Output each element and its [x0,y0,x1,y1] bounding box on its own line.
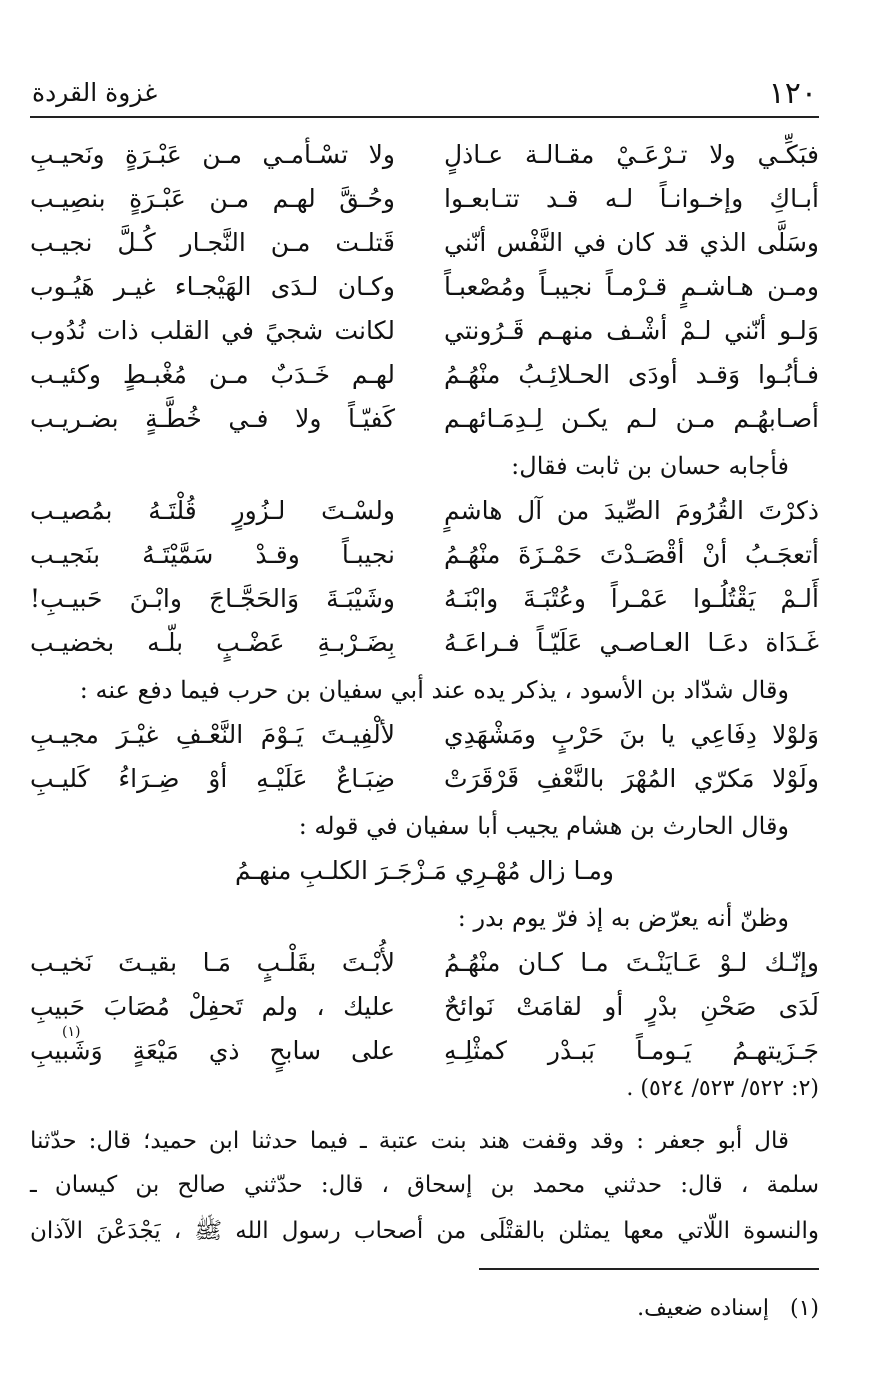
verse-first-hemistich: ومـن هـاشـمٍ قـرْمـاً نجيبـاً ومُصْعبـاً [444,272,819,301]
verse-second-hemistich: عليك ، ولم تَحفِلْ مُصَابَ حَبيبِ [30,992,395,1021]
verse-first-hemistich: وَلـو أنّني لـمْ أشْـف منهـم قَـرُونتي [444,316,819,345]
verse-line [30,1036,819,1074]
verse-line [30,628,819,666]
verse-first-hemistich: أَلـمْ يَقْتُلُـوا عَمْـراً وعُتْبَـةَ وابْنَـهُ [444,584,819,613]
running-title: غزوة القردة [32,78,158,107]
verse-second-hemistich: لأُبْـتَ بقَلْـبٍ مَـا بقيـتَ نَخيـب [30,948,395,977]
verse-line [30,316,819,354]
verse-second-hemistich: ولا تسْـأمـي مـن عَبْـرَةٍ ونَحيـبِ [30,140,395,169]
verse-first-hemistich: أتعجَـبُ أنْ أقْصَـدْتَ حَمْـزَةَ منْهُـمُ [444,540,819,569]
page-header [32,72,817,112]
verse-line [30,948,819,986]
verse-first-hemistich: غَـدَاة دعَـا العـاصـي عَلَيّـاً فـراعَـهُ [444,628,819,657]
verse-second-hemistich: كَفيّـاً ولا فـي خُطَّـةٍ بضـريـب [30,404,395,433]
intro-harith: وقال الحارث بن هشام يجيب أبا سفيان في قوله : [298,812,789,840]
verse-first-hemistich: ذكرْتَ القُرُومَ الصِّيدَ من آل هاشمٍ [444,496,819,525]
verse-line [30,584,819,622]
footnote-number: (١) [789,1296,819,1321]
verse-second-hemistich: نجيبـاً وقـدْ سَمَّيْتَـهُ بنَجيـب [30,540,395,569]
verse-line [30,360,819,398]
verse-first-hemistich: لَدَى صَحْنِ بدْرٍ أو لقامَتْ نَوائحٌ [444,992,819,1021]
body-paragraph-line: قال أبو جعفر : وقد وقفت هند بنت عتبة ـ فيما حدثنا ابن حميد؛ قال: حدّثنا [30,1128,789,1154]
intro-hassan: فأجابه حسان بن ثابت فقال: [511,452,789,480]
verse-line [30,764,819,802]
verse-second-hemistich: على سابحٍ ذي مَيْعَةٍ وَشَبيبِ [30,1036,395,1065]
verse-line [30,140,819,178]
single-verse: ومـا زال مُهْـرِي مَـزْجَـرَ الكلـبِ منهـمُ [235,856,614,885]
verse-line [30,496,819,534]
verse-first-hemistich: فبَكِّـي ولا تـرْعَـيْ مقـالـة عـاذلٍ [444,140,819,169]
verse-second-hemistich: ضِبَـاعٌ عَلَيْـهِ أوْ ضِـرَاءُ كَليـبِ [30,764,395,793]
verse-line [30,992,819,1030]
verse-second-hemistich: وكـان لـدَى الهَيْجـاء غيـر هَيُـوب [30,272,395,301]
verse-first-hemistich: جَـزَيتهـمُ يَـومـاً بَبـدْر كمثْلِـهِ [444,1036,819,1065]
verse-line [30,272,819,310]
verse-first-hemistich: وإنّـك لـوْ عَـايَنْـتَ مـا كـان منْهُـمُ [444,948,819,977]
source-citation: (٢: ٥٢٢/ ٥٢٣/ ٥٢٤) . [626,1076,819,1101]
footnote [637,1296,819,1321]
verse-second-hemistich: لكانت شجيً في القلب ذات نُدُوب [30,316,395,345]
intro-shaddad: وقال شدّاد بن الأسود ، يذكر يده عند أبي سفيان بن حرب فيما دفع عنه : [79,676,789,704]
header-rule [30,116,819,118]
verse-line [30,540,819,578]
verse-second-hemistich: لهـم خَـدَبٌ مـن مُغْبـطٍ وكئيـب [30,360,395,389]
verse-second-hemistich: وحُـقَّ لهـم مـن عَبْـرَةٍ بنصِيـب [30,184,395,213]
verse-second-hemistich: لألْفِيـتَ يَـوْمَ النَّعْـفِ غيْـرَ مجيـبِ [30,720,395,749]
verse-line [30,228,819,266]
page-number: ١٢٠ [768,76,817,111]
verse-second-hemistich: وشَيْبَـةَ وَالحَجَّـاجَ وابْـنَ حَبيـبِ! [30,584,395,613]
body-paragraph-line: سلمة ، قال: حدثني محمد بن إسحاق ، قال: حدّثني صالح بن كيسان ـ [30,1172,819,1198]
footnote-rule [479,1268,819,1270]
footnote-reference[interactable]: (١) [62,1024,81,1040]
intro-reply: وظنّ أنه يعرّض به إذ فرّ يوم بدر : [457,904,789,932]
verse-first-hemistich: وَلوْلا دِفَاعِي يا بنَ حَرْبٍ ومَشْهَدِي [444,720,819,749]
footnote-text: إسناده ضعيف. [637,1296,769,1321]
verse-first-hemistich: أصـابهُـم مـن لـم يكـن لِـدِمَـائهـم [444,404,819,433]
verse-first-hemistich: وسَلَّى الذي قد كان في النَّفْس أنّني [444,228,819,257]
verse-second-hemistich: ولسْـتَ لـزُورٍ قُلْتَـهُ بمُصيـب [30,496,395,525]
verse-first-hemistich: فـأبُـوا وَقـد أودَى الحـلائِـبُ منْهُـمُ [444,360,819,389]
verse-second-hemistich: قَتلـت مـن النَّجـار كُـلَّ نجيـب [30,228,395,257]
verse-second-hemistich: بِضَـرْبـةِ عَضْـبٍ بلّـه بخضيـب [30,628,395,657]
verse-first-hemistich: ولَوْلا مَكرّي المُهْرَ بالنَّعْفِ قَرْقَرَتْ [444,764,819,793]
verse-line [30,720,819,758]
body-paragraph-line: والنسوة اللّاتي معها يمثلن بالقتْلَى من أصحاب رسول الله ﷺ ، يَجْدَعْنَ الآذان [30,1218,819,1244]
verse-first-hemistich: أبـاكِ وإخـوانـاً لـه قـد تتـابعـوا [444,184,819,213]
verse-line [30,184,819,222]
verse-line [30,404,819,442]
